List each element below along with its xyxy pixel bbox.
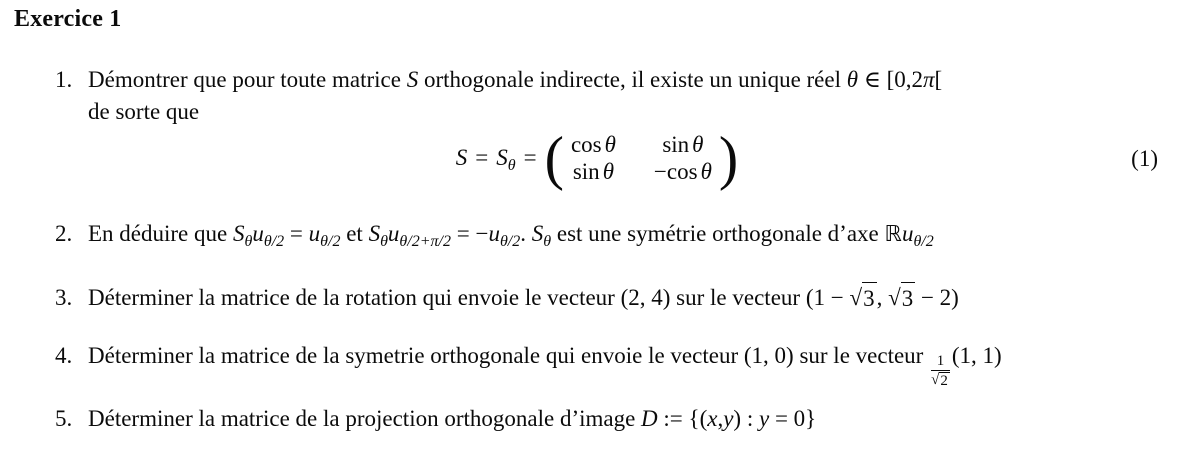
- sqrt-expression: [931, 372, 950, 390]
- text-run: sur le vecteur: [793, 343, 930, 368]
- item-number: 3.: [55, 285, 73, 310]
- text-run: [: [934, 67, 943, 92]
- math-var-S: S: [531, 221, 544, 246]
- list-item-5: [55, 403, 816, 435]
- radical-icon: √: [849, 285, 863, 310]
- matrix-cell-r2c2: [654, 158, 712, 185]
- equals-sign: = −: [450, 221, 489, 246]
- item-number: 4.: [55, 343, 73, 368]
- list-item-4: [55, 340, 1002, 401]
- math-var-S: S: [496, 145, 508, 170]
- subscript: θ: [380, 233, 388, 250]
- math-var-y: y: [758, 406, 770, 431]
- matrix-cell-r1c2: [662, 131, 703, 158]
- math-var-theta: θ: [692, 132, 704, 157]
- item-number: 1.: [55, 67, 73, 92]
- text-run: = 0}: [769, 406, 817, 431]
- fraction: [931, 353, 950, 389]
- subscript: θ/2: [263, 233, 285, 250]
- matrix-2x2: [564, 131, 719, 185]
- right-parenthesis: ): [718, 123, 739, 192]
- text-run: Déterminer la matrice de la rotation qui envoie le vecteur: [88, 285, 621, 310]
- function-name: −cos: [653, 159, 698, 184]
- text-run: est une symétrie orthogonale d’axe: [551, 221, 885, 246]
- math-var-u: u: [252, 221, 264, 246]
- text-run: .: [520, 221, 532, 246]
- text-run: := {(: [657, 406, 708, 431]
- item-content: [88, 64, 942, 128]
- math-var-theta: θ: [604, 132, 616, 157]
- function-name: sin: [572, 159, 600, 184]
- sqrt-expression: [888, 282, 915, 315]
- subscript: θ: [543, 233, 552, 250]
- math-var-S: S: [455, 145, 468, 170]
- fraction-denominator: [931, 370, 950, 390]
- subscript: θ/2: [320, 233, 341, 250]
- subscript: θ/2: [913, 233, 934, 250]
- text-run: de sorte que: [88, 99, 200, 124]
- function-name: cos: [570, 132, 602, 157]
- text-run: ,: [717, 406, 724, 431]
- equals-sign: =: [475, 145, 489, 170]
- fraction-numerator: 1: [936, 353, 945, 369]
- text-run: ,: [876, 285, 889, 310]
- radicand: 3: [862, 282, 877, 315]
- math-var-u: u: [387, 221, 400, 246]
- text-run: (1 −: [805, 285, 850, 310]
- vector-value: (2, 4): [620, 285, 671, 310]
- text-run: sur le vecteur: [670, 285, 806, 310]
- math-var-u: u: [488, 221, 500, 246]
- left-parenthesis: (: [544, 123, 564, 192]
- equation-display: [0, 124, 1194, 192]
- text-run: En déduire que: [88, 221, 233, 246]
- equals-sign: =: [523, 145, 537, 170]
- text-run: − 2): [915, 285, 959, 310]
- math-var-theta: θ: [602, 159, 614, 184]
- item-content: [88, 340, 1002, 401]
- item-number: 2.: [55, 221, 73, 246]
- math-var-u: u: [901, 221, 914, 246]
- item-content: [88, 218, 934, 251]
- blackboard-R: ℝ: [884, 222, 902, 247]
- list-item-2: [55, 218, 934, 251]
- item-content: [88, 403, 816, 435]
- list-item-3: [55, 282, 959, 315]
- math-var-u: u: [308, 221, 321, 246]
- sqrt-expression: [849, 282, 876, 315]
- math-var-S: S: [232, 221, 245, 246]
- subscript: θ/2+π/2: [399, 233, 451, 250]
- math-var-theta: θ: [700, 159, 712, 184]
- math-var-pi: π: [923, 67, 935, 92]
- text-run: ) :: [733, 406, 759, 431]
- math-var-theta: θ: [846, 67, 859, 92]
- vector-value: (1, 0): [743, 343, 794, 368]
- text-run: et: [340, 221, 369, 246]
- subscript: θ: [244, 233, 253, 250]
- radical-icon: √: [888, 285, 901, 310]
- subscript: θ: [507, 157, 516, 174]
- math-var-S-theta: [496, 145, 516, 174]
- matrix-cell-r1c1: [571, 131, 616, 158]
- function-name: sin: [662, 132, 690, 157]
- text-run: orthogonale indirecte, il existe un unique réel: [418, 67, 847, 92]
- list-item-1: [55, 64, 942, 128]
- text-run: Déterminer la matrice de la projection orthogonale d’image: [88, 406, 642, 431]
- text-run: Déterminer la matrice de la symetrie orthogonale qui envoie le vecteur: [88, 343, 744, 368]
- radical-icon: √: [931, 371, 940, 388]
- item-number: 5.: [55, 406, 73, 431]
- radicand: 2: [940, 372, 948, 389]
- math-var-S: S: [368, 221, 381, 246]
- math-var-x: x: [707, 406, 718, 431]
- vector-value: (1, 1): [951, 343, 1002, 368]
- math-var-y: y: [723, 406, 734, 431]
- item-content: [88, 282, 959, 315]
- equals-sign: =: [284, 221, 309, 246]
- matrix-cell-r2c1: [573, 158, 614, 185]
- radicand: 3: [901, 282, 916, 315]
- text-run: Démontrer que pour toute matrice: [88, 67, 407, 92]
- math-var-D: D: [641, 406, 658, 431]
- text-run: ∈ [0,2: [858, 67, 923, 92]
- item-line: [88, 64, 942, 96]
- math-var-S: S: [406, 67, 419, 92]
- exercise-title: Exercice 1: [14, 6, 122, 32]
- equation-number: (1): [1131, 146, 1158, 171]
- subscript: θ/2: [499, 233, 521, 250]
